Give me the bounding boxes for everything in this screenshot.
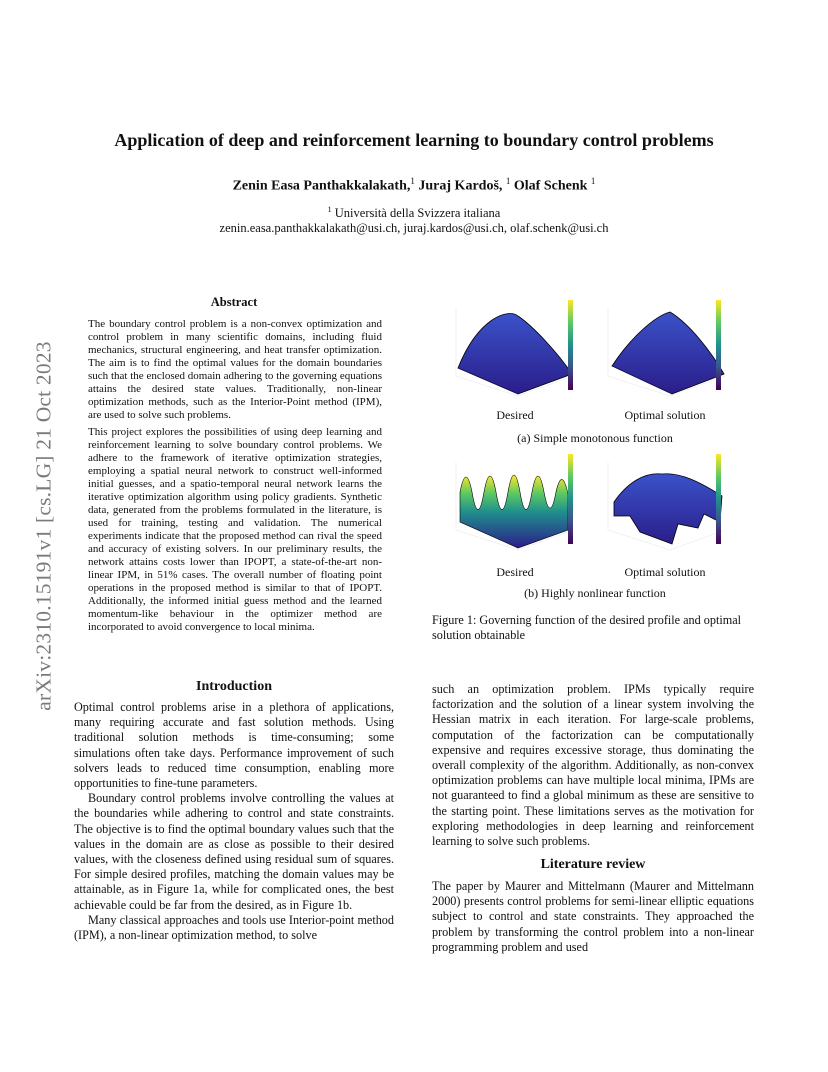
plot-desired-simple xyxy=(448,298,578,398)
literature-paragraph: The paper by Maurer and Mittelmann (Maurer and Mittelmann 2000) presents control problems for semi-linear elliptic equations subject to control and state constraints. They approached the problem by transforming the control problem into a non-linear programming problem and used xyxy=(432,879,754,954)
colorbar xyxy=(568,300,573,390)
affiliation-mark: 1 xyxy=(505,176,511,186)
intro-heading: Introduction xyxy=(196,679,272,694)
plot-optimal-nonlinear xyxy=(600,452,730,552)
colorbar xyxy=(716,454,721,544)
author-3: Olaf Schenk xyxy=(513,178,588,194)
figure-1 xyxy=(440,290,750,650)
affiliation: Università della Svizzera italiana xyxy=(334,206,501,221)
intro-continued xyxy=(432,682,754,849)
abstract-paragraph: This project explores the possibilities of using deep learning and reinforcement learning to solve boundary control problems. We adhere to the framework of iterative optimization strategies, employing a spatial neural network to construct well-informed initial guesses, and a spatio-temporal neural network learns the iterative optimization algorithm using policy gradients. Synthetic data, generated from the problems formulated in the literature, is used for training, testing and validation. The numerical experiments indicate that the proposed method can rival the speed and accuracy of existing solvers. In our preliminary results, the network attains costs lower than IPOPT, a state-of-the-art non-linear IPM, in 51% cases. The overall number of floating point operations in the proposed method is similar to that of IPOPT. Additionally, the informed initial guess method and the learned momentum-like behaviour in the optimizer method are incorporated to avoid convergence to local minima. xyxy=(88,426,382,633)
affiliation-block xyxy=(0,202,828,236)
author-list xyxy=(0,176,828,195)
affiliation-mark: 1 xyxy=(410,176,415,186)
author-emails: zenin.easa.panthakkalakath@usi.ch, juraj.kardos@usi.ch, olaf.schenk@usi.ch xyxy=(219,221,609,236)
label-desired: Desired xyxy=(496,408,534,422)
literature-heading: Literature review xyxy=(540,857,646,872)
abstract-body xyxy=(88,318,382,638)
label-optimal: Optimal solution xyxy=(624,408,706,422)
intro-body xyxy=(74,700,394,943)
affiliation-mark: 1 xyxy=(327,205,332,214)
colorbar xyxy=(716,300,721,390)
label-optimal: Optimal solution xyxy=(624,565,706,579)
abstract-paragraph: The boundary control problem is a non-convex optimization and control problem in many scientific domains, including fluid mechanics, structural engineering, and heat transfer optimization. The aim is to find the optimal values for the domain boundaries such that the enclosed domain adhering to the governing equations attains the desired state values. Traditionally, non-linear optimization methods, such as the Interior-Point method (IPM), are used to solve such problems. xyxy=(88,318,382,421)
author-2: Juraj Kardoš, xyxy=(418,178,503,194)
intro-paragraph: Optimal control problems arise in a plethora of applications, many requiring accurate and fast solution methods. Using traditional solution methods is time-consuming; some simulations often take days. Performance improvement of such solvers leads to reduced time consumption, enabling more opportunities to fine-tune parameters. xyxy=(74,700,394,791)
colorbar xyxy=(568,454,573,544)
subcaption-a: (a) Simple monotonous function xyxy=(517,431,673,445)
affiliation-mark: 1 xyxy=(590,176,596,186)
paper-title: Application of deep and reinforcement learning to boundary control problems xyxy=(114,130,714,150)
plot-optimal-simple xyxy=(600,298,730,398)
literature-body xyxy=(432,879,754,955)
intro-paragraph: such an optimization problem. IPMs typically require factorization and the solution of a linear system involving the Hessian matrix in each iteration. For large-scale problems, computation of the factorization can be computationally expensive and requires excessive storage, thus dominating the overall complexity of the algorithm. Additionally, as non-convex optimization problems can have multiple local minima, IPMs are not guaranteed to find a global minimum as these are sensitive to the starting point. These limitations serves as the motivation for exploring methodologies in deep learning and reinforcement learning to solve such problems. xyxy=(432,682,754,849)
intro-paragraph: Many classical approaches and tools use Interior-point method (IPM), a non-linear optimization method, to solve xyxy=(74,912,394,943)
label-desired: Desired xyxy=(496,565,534,579)
abstract-heading: Abstract xyxy=(210,295,258,309)
arxiv-stamp xyxy=(26,292,62,760)
subcaption-b: (b) Highly nonlinear function xyxy=(524,586,666,600)
plot-desired-nonlinear xyxy=(448,452,578,552)
arxiv-id: arXiv:2310.15191v1 [cs.LG] 21 Oct 2023 xyxy=(31,341,56,711)
intro-paragraph: Boundary control problems involve controlling the values at the boundaries while adhering to control and state constraints. The objective is to find the optimal boundary values such that the values in the domain are as close as possible to their desired values, with the closeness defined using residual sum of squares. For simple desired profiles, matching the domain values may be attainable, as in Figure 1a, while for complicated ones, the best achievable could be far from the desired, as in Figure 1b. xyxy=(74,791,394,912)
author-1: Zenin Easa Panthakkalakath, xyxy=(232,178,411,194)
figure-caption: Figure 1: Governing function of the desired profile and optimal solution obtainable xyxy=(432,613,742,642)
